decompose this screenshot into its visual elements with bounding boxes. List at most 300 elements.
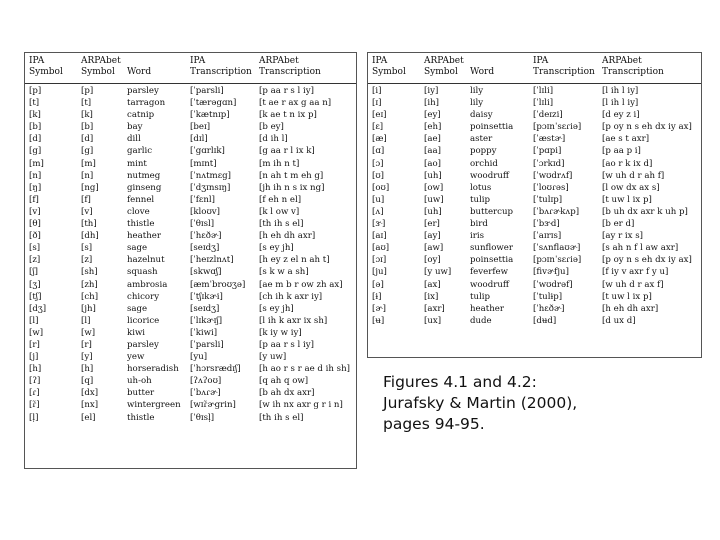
table-row [25, 279, 356, 291]
table-row [25, 387, 356, 399]
vowel-cell-arpabet-transcription: [t uw l ix p] [602, 291, 652, 302]
vowel-cell-arpabet-transcription: [d ux d] [602, 315, 636, 326]
consonant-cell-ipa-transcription: [ˈgɑrlɪk] [190, 146, 225, 157]
consonant-cell-word: nutmeg [127, 170, 161, 181]
consonant-cell-ipa-transcription: [æmˈbroʊʒə] [190, 279, 246, 290]
table-row [25, 194, 356, 206]
consonant-cell-word: sage [127, 243, 148, 254]
vowel-cell-ipa-symbol: [ʌ] [372, 206, 384, 217]
consonant-cell-word: dill [127, 134, 141, 145]
consonant-cell-arpabet-transcription: [t ae r ax g aa n] [259, 98, 332, 109]
vowel-cell-ipa-symbol: [eɪ] [372, 110, 387, 121]
consonant-cell-ipa-symbol: [v] [29, 206, 41, 217]
table-row [25, 85, 356, 97]
consonant-header-line1: IPA [29, 56, 45, 66]
table-row [368, 158, 701, 170]
vowel-cell-word: poppy [470, 146, 497, 157]
table-row [25, 145, 356, 157]
consonant-cell-arpabet-symbol: [dh] [81, 231, 99, 242]
consonant-header-line1: IPA [190, 56, 206, 66]
consonant-cell-arpabet-symbol: [zh] [81, 279, 98, 290]
consonant-header-ipa-transcription [190, 56, 252, 78]
consonant-cell-word: garlic [127, 146, 153, 157]
consonant-header-line1: ARPAbet [81, 56, 121, 66]
vowel-header-ipa-transcription [533, 56, 595, 78]
vowel-cell-arpabet-transcription: [t uw l ix p] [602, 194, 652, 205]
vowel-cell-ipa-symbol: [ɔ] [372, 158, 384, 169]
table-row [368, 145, 701, 157]
vowel-cell-ipa-transcription: [ˈloʊɾəs] [533, 182, 569, 193]
vowel-cell-word: tulip [470, 194, 490, 205]
table-row [368, 182, 701, 194]
vowel-table [367, 52, 702, 358]
consonant-cell-ipa-transcription: [ˈparsli] [190, 86, 224, 96]
consonant-cell-word: kiwi [127, 327, 146, 338]
table-row [25, 97, 356, 109]
consonant-cell-arpabet-symbol: [z] [81, 255, 93, 266]
vowel-cell-arpabet-transcription: [s ah n f l aw axr] [602, 243, 679, 254]
table-row [368, 242, 701, 254]
table-row [368, 254, 701, 266]
table-row [25, 254, 356, 266]
consonant-cell-word: squash [127, 267, 158, 278]
table-row [25, 315, 356, 327]
consonant-cell-arpabet-transcription: [h ao r s r ae d ih sh] [259, 364, 350, 375]
vowel-cell-arpabet-symbol: [ay] [424, 231, 441, 242]
consonant-cell-word: chicory [127, 291, 160, 302]
vowel-cell-ipa-transcription: [fivɚfju] [533, 267, 569, 278]
vowel-cell-word: lily [470, 98, 484, 109]
vowel-cell-arpabet-symbol: [ih] [424, 98, 439, 109]
consonant-cell-arpabet-transcription: [y uw] [259, 352, 287, 363]
consonant-cell-arpabet-symbol: [jh] [81, 303, 96, 314]
consonant-header-line1 [127, 56, 151, 67]
consonant-cell-ipa-symbol: [b] [29, 122, 42, 133]
table-row [25, 242, 356, 254]
consonant-cell-arpabet-transcription: [l ih k axr ix sh] [259, 315, 328, 326]
vowel-cell-arpabet-symbol: [ae] [424, 134, 441, 145]
vowel-header-line2: Symbol [372, 67, 406, 77]
vowel-cell-word: daisy [470, 110, 493, 121]
consonant-cell-arpabet-symbol: [r] [81, 339, 92, 350]
caption-line-3: pages 94-95. [383, 415, 485, 433]
vowel-cell-ipa-symbol: [ɑ] [372, 146, 385, 157]
vowel-cell-arpabet-symbol: [aw] [424, 243, 444, 254]
vowel-cell-word: heather [470, 303, 504, 314]
vowel-cell-arpabet-symbol: [ax] [424, 279, 441, 290]
vowel-cell-ipa-symbol: [æ] [372, 134, 387, 145]
vowel-cell-ipa-symbol: [ju] [372, 267, 387, 278]
consonant-cell-ipa-symbol: [ŋ] [29, 182, 42, 193]
vowel-cell-word: lotus [470, 182, 492, 193]
vowel-cell-ipa-transcription: [ˈtulɪp] [533, 194, 563, 205]
table-row [368, 279, 701, 291]
table-row [368, 266, 701, 278]
consonant-cell-word: horseradish [127, 364, 179, 375]
consonant-cell-ipa-symbol: [tʃ] [29, 291, 42, 302]
consonant-cell-word: hazelnut [127, 255, 165, 266]
table-row [25, 109, 356, 121]
consonant-cell-ipa-symbol: [t] [29, 98, 40, 109]
consonant-cell-word: butter [127, 388, 155, 399]
vowel-cell-word: aster [470, 134, 493, 145]
vowel-cell-arpabet-symbol: [ao] [424, 158, 442, 169]
consonant-cell-ipa-symbol: [j] [29, 352, 39, 363]
vowel-cell-arpabet-symbol: [er] [424, 219, 440, 230]
consonant-cell-ipa-transcription: [ˈnʌtmɛg] [190, 170, 232, 181]
consonant-cell-arpabet-transcription: [h eh dh axr] [259, 231, 316, 242]
consonant-cell-word: ambrosia [127, 279, 168, 290]
vowel-cell-ipa-transcription: [pɔɪnˈsɛɾiə] [533, 122, 582, 133]
vowel-cell-arpabet-symbol: [uh] [424, 206, 442, 217]
vowel-cell-ipa-transcription: [ˈwʊdrəf] [533, 279, 573, 290]
vowel-cell-ipa-symbol: [ɛ] [372, 122, 384, 133]
vowel-cell-ipa-transcription: [dʉd] [533, 315, 557, 326]
vowel-cell-word: buttercup [470, 206, 513, 217]
consonant-cell-arpabet-symbol: [n] [81, 170, 94, 181]
table-row [368, 121, 701, 133]
table-row [368, 315, 701, 327]
vowel-cell-arpabet-transcription: [w uh d r ax f] [602, 279, 664, 290]
table-row [25, 351, 356, 363]
table-row [368, 170, 701, 182]
table-row [368, 109, 701, 121]
consonant-cell-word: parsley [127, 86, 159, 96]
consonant-header-line2: Transcription [259, 67, 321, 77]
vowel-header-line1: IPA [533, 56, 549, 66]
vowel-cell-arpabet-transcription: [d ey z i] [602, 110, 640, 121]
vowel-table-header [368, 53, 701, 84]
consonant-cell-arpabet-transcription: [d ih l] [259, 134, 288, 145]
consonant-header-ipa-symbol [29, 56, 63, 78]
consonant-cell-ipa-symbol: [dʒ] [29, 303, 47, 314]
table-row [25, 218, 356, 230]
consonant-cell-ipa-transcription: [seɪdʒ] [190, 303, 220, 314]
vowel-cell-arpabet-transcription: [p oy n s eh dx iy ax] [602, 122, 692, 133]
caption-line-1: Figures 4.1 and 4.2: [383, 373, 537, 391]
consonant-cell-word: thistle [127, 412, 155, 423]
consonant-cell-arpabet-symbol: [l] [81, 315, 91, 326]
vowel-cell-arpabet-transcription: [ao r k ix d] [602, 158, 653, 169]
vowel-cell-ipa-symbol: [ɝ] [372, 219, 386, 230]
consonant-cell-ipa-symbol: [k] [29, 110, 41, 121]
consonant-cell-arpabet-symbol: [w] [81, 327, 96, 338]
vowel-cell-ipa-symbol: [ɪ] [372, 98, 382, 109]
consonant-cell-word: ginseng [127, 182, 162, 193]
consonant-cell-ipa-symbol: [l̩] [29, 412, 39, 423]
table-row [25, 133, 356, 145]
vowel-cell-ipa-transcription: [ˈsʌnflaʊɚ] [533, 243, 581, 254]
vowel-header-line2: Transcription [533, 67, 595, 77]
vowel-cell-ipa-symbol: [i] [372, 86, 382, 96]
consonant-cell-arpabet-symbol: [ch] [81, 291, 99, 302]
consonant-cell-word: thistle [127, 219, 155, 230]
table-row [25, 121, 356, 133]
vowel-cell-word: sunflower [470, 243, 513, 254]
consonant-cell-ipa-transcription: [ˈbʌɾɚ] [190, 388, 221, 399]
consonant-cell-ipa-transcription: [ʔʌʔoʊ] [190, 376, 222, 387]
consonant-header-line2: Transcription [190, 67, 252, 77]
vowel-cell-arpabet-symbol: [eh] [424, 122, 442, 133]
vowel-header-ipa-symbol [372, 56, 406, 78]
vowel-cell-ipa-transcription: [ˈlɪli] [533, 86, 554, 96]
vowel-header-line1: ARPAbet [424, 56, 464, 66]
consonant-cell-arpabet-transcription: [h ey z el n ah t] [259, 255, 330, 266]
consonant-header-line2: Word [127, 67, 152, 77]
table-row [25, 206, 356, 218]
table-row [368, 206, 701, 218]
consonant-cell-arpabet-transcription: [q ah q ow] [259, 376, 309, 387]
table-row [368, 194, 701, 206]
consonant-cell-ipa-transcription: [ˈhɔrsrædɪʃ] [190, 364, 241, 375]
consonant-cell-ipa-symbol: [f] [29, 194, 39, 205]
consonant-cell-ipa-symbol: [ɾ̃] [29, 400, 40, 411]
consonant-cell-word: wintergreen [127, 400, 181, 411]
figure-caption [383, 372, 577, 435]
consonant-cell-ipa-symbol: [z] [29, 255, 41, 266]
table-row [368, 97, 701, 109]
vowel-cell-arpabet-transcription: [b uh dx axr k uh p] [602, 206, 688, 217]
consonant-cell-ipa-transcription: [dɪl] [190, 134, 208, 145]
consonant-cell-arpabet-symbol: [ng] [81, 182, 99, 193]
vowel-cell-arpabet-symbol: [y uw] [424, 267, 452, 278]
vowel-cell-arpabet-symbol: [oy] [424, 255, 441, 266]
consonant-cell-ipa-symbol: [ʃ] [29, 267, 39, 278]
table-row [368, 303, 701, 315]
vowel-cell-word: iris [470, 231, 485, 242]
vowel-cell-arpabet-transcription: [ae s t axr] [602, 134, 650, 145]
consonant-cell-ipa-transcription: [ˈlɪkɚɪʃ] [190, 315, 223, 326]
vowel-cell-arpabet-transcription: [p oy n s eh dx iy ax] [602, 255, 692, 266]
vowel-cell-arpabet-transcription: [p aa p i] [602, 146, 641, 157]
vowel-cell-ipa-symbol: [u] [372, 194, 385, 205]
consonant-cell-arpabet-symbol: [y] [81, 352, 93, 363]
vowel-cell-word: orchid [470, 158, 498, 169]
vowel-header-line1: IPA [372, 56, 388, 66]
consonant-cell-arpabet-transcription: [k l ow v] [259, 206, 300, 217]
consonant-cell-ipa-symbol: [h] [29, 364, 42, 375]
consonant-cell-word: licorice [127, 315, 160, 326]
consonant-cell-ipa-transcription: [beɪ] [190, 122, 211, 133]
vowel-header-line2: Word [470, 67, 495, 77]
consonant-table-header [25, 53, 356, 84]
vowel-cell-arpabet-symbol: [uh] [424, 170, 442, 181]
consonant-cell-arpabet-symbol: [v] [81, 206, 93, 217]
consonant-cell-arpabet-symbol: [h] [81, 364, 94, 375]
consonant-cell-arpabet-transcription: [jh ih n s ix ng] [259, 182, 325, 193]
consonant-cell-arpabet-transcription: [s ey jh] [259, 303, 294, 314]
vowel-cell-arpabet-symbol: [ow] [424, 182, 444, 193]
consonant-table-body [25, 85, 356, 424]
consonant-cell-word: bay [127, 122, 143, 133]
consonant-header-word [127, 56, 151, 78]
vowel-cell-arpabet-symbol: [ix] [424, 291, 439, 302]
consonant-cell-ipa-transcription: [skwɑʃ] [190, 267, 222, 278]
vowel-header-line1: ARPAbet [602, 56, 642, 66]
table-row [25, 375, 356, 387]
consonant-cell-arpabet-symbol: [s] [81, 243, 93, 254]
vowel-cell-ipa-transcription: [ˈhɛðɚ] [533, 303, 565, 314]
consonant-cell-arpabet-transcription: [n ah t m eh g] [259, 170, 324, 181]
consonant-cell-arpabet-symbol: [f] [81, 194, 91, 205]
consonant-cell-word: sage [127, 303, 148, 314]
consonant-cell-ipa-symbol: [w] [29, 327, 44, 338]
consonant-cell-ipa-transcription: [ˈfɛnl] [190, 194, 215, 205]
consonant-cell-ipa-transcription: [ˈhɛðɚ] [190, 231, 222, 242]
vowel-cell-ipa-symbol: [ɨ] [372, 291, 382, 302]
consonant-table [24, 52, 357, 469]
consonant-cell-ipa-transcription: [ˈtʃɪkɚi] [190, 291, 223, 302]
consonant-cell-word: uh-oh [127, 376, 152, 387]
consonant-cell-ipa-transcription: [ˈparsli] [190, 339, 224, 350]
consonant-cell-word: tarragon [127, 98, 166, 109]
consonant-cell-arpabet-symbol: [nx] [81, 400, 99, 411]
consonant-cell-arpabet-transcription: [m ih n t] [259, 158, 300, 169]
consonant-cell-ipa-symbol: [l] [29, 315, 39, 326]
vowel-header-line1 [470, 56, 494, 67]
consonant-cell-word: clove [127, 206, 150, 217]
consonant-cell-arpabet-symbol: [b] [81, 122, 94, 133]
table-row [368, 218, 701, 230]
consonant-cell-arpabet-transcription: [s ey jh] [259, 243, 294, 254]
table-row [25, 158, 356, 170]
vowel-cell-ipa-transcription: [ˈlɪli] [533, 98, 554, 109]
consonant-cell-ipa-transcription: [ˈθɪsl] [190, 219, 215, 230]
caption-line-2: Jurafsky & Martin (2000), [383, 394, 578, 412]
vowel-table-body [368, 85, 701, 327]
vowel-cell-ipa-transcription: [ˈtulɨp] [533, 291, 563, 302]
consonant-cell-arpabet-transcription: [th ih s el] [259, 219, 304, 230]
consonant-cell-arpabet-transcription: [w ih nx axr g r i n] [259, 400, 343, 411]
consonant-header-arpabet-transcription [259, 56, 321, 78]
consonant-cell-word: parsley [127, 339, 159, 350]
consonant-cell-ipa-symbol: [d] [29, 134, 42, 145]
consonant-cell-arpabet-transcription: [f eh n el] [259, 194, 302, 205]
vowel-cell-arpabet-transcription: [f iy v axr f y u] [602, 267, 669, 278]
vowel-cell-ipa-symbol: [ɔɪ] [372, 255, 387, 266]
vowel-cell-ipa-transcription: [ˈbɝd] [533, 219, 560, 230]
table-row [368, 291, 701, 303]
consonant-cell-ipa-symbol: [n] [29, 170, 42, 181]
consonant-cell-arpabet-transcription: [k iy w iy] [259, 327, 302, 338]
consonant-cell-word: catnip [127, 110, 155, 121]
consonant-cell-ipa-symbol: [r] [29, 339, 40, 350]
vowel-cell-arpabet-transcription: [l ih l iy] [602, 86, 639, 96]
consonant-cell-arpabet-transcription: [p aa r s l iy] [259, 86, 314, 96]
vowel-header-line2: Symbol [424, 67, 458, 77]
consonant-cell-arpabet-symbol: [g] [81, 146, 94, 157]
consonant-cell-ipa-symbol: [s] [29, 243, 41, 254]
consonant-cell-arpabet-symbol: [el] [81, 412, 96, 423]
vowel-cell-word: feverfew [470, 267, 508, 278]
consonant-cell-arpabet-symbol: [k] [81, 110, 93, 121]
table-row [25, 399, 356, 411]
table-row [25, 170, 356, 182]
vowel-cell-word: dude [470, 315, 492, 326]
consonant-cell-arpabet-transcription: [th ih s el] [259, 412, 304, 423]
consonant-cell-ipa-transcription: [mɪnt] [190, 158, 217, 169]
table-row [25, 303, 356, 315]
vowel-header-arpabet-transcription [602, 56, 664, 78]
consonant-cell-ipa-symbol: [θ] [29, 219, 41, 230]
vowel-cell-ipa-transcription: [ˈɔrkɪd] [533, 158, 565, 169]
vowel-cell-ipa-transcription: [ˈpɑpi] [533, 146, 562, 157]
consonant-cell-arpabet-transcription: [p aa r s l iy] [259, 339, 314, 350]
consonant-cell-ipa-symbol: [p] [29, 86, 42, 96]
table-row [25, 363, 356, 375]
table-row [368, 230, 701, 242]
vowel-header-line2: Transcription [602, 67, 664, 77]
vowel-cell-word: woodruff [470, 279, 509, 290]
consonant-cell-ipa-transcription: [seɪdʒ] [190, 243, 220, 254]
vowel-header-word [470, 56, 494, 78]
consonant-cell-ipa-symbol: [ʔ] [29, 376, 41, 387]
consonant-cell-arpabet-transcription: [s k w a sh] [259, 267, 309, 278]
table-row [25, 327, 356, 339]
vowel-cell-arpabet-transcription: [l ih l iy] [602, 98, 639, 109]
table-row [25, 291, 356, 303]
consonant-cell-ipa-symbol: [m] [29, 158, 44, 169]
consonant-cell-ipa-transcription: [kloʊv] [190, 206, 221, 217]
consonant-cell-arpabet-transcription: [ae m b r ow zh ax] [259, 279, 343, 290]
consonant-cell-ipa-transcription: [ˈheɪzlnʌt] [190, 255, 234, 266]
vowel-cell-arpabet-transcription: [l ow dx ax s] [602, 182, 660, 193]
consonant-cell-word: yew [127, 352, 145, 363]
vowel-cell-arpabet-symbol: [ux] [424, 315, 442, 326]
vowel-cell-arpabet-symbol: [ey] [424, 110, 441, 121]
vowel-cell-ipa-transcription: [ˈwʊdrʌf] [533, 170, 573, 181]
vowel-cell-word: poinsettia [470, 122, 514, 133]
table-row [25, 266, 356, 278]
vowel-cell-ipa-transcription: [ˈæstɚ] [533, 134, 566, 145]
consonant-cell-ipa-transcription: [ˈdʒɪnsɪŋ] [190, 182, 231, 193]
consonant-cell-arpabet-symbol: [sh] [81, 267, 98, 278]
vowel-cell-ipa-symbol: [aɪ] [372, 231, 387, 242]
vowel-cell-word: poinsettia [470, 255, 514, 266]
table-row [25, 182, 356, 194]
consonant-cell-arpabet-transcription: [ch ih k axr iy] [259, 291, 323, 302]
consonant-cell-arpabet-transcription: [g aa r l ix k] [259, 146, 315, 157]
vowel-cell-word: woodruff [470, 170, 509, 181]
vowel-cell-ipa-symbol: [ɚ] [372, 303, 386, 314]
vowel-cell-ipa-transcription: [ˈbʌɾɚkʌp] [533, 206, 580, 217]
consonant-cell-ipa-symbol: [ɾ] [29, 388, 40, 399]
vowel-cell-word: bird [470, 219, 488, 230]
consonant-cell-word: mint [127, 158, 147, 169]
consonant-cell-arpabet-symbol: [th] [81, 219, 97, 230]
consonant-cell-ipa-transcription: [yu] [190, 352, 208, 363]
consonant-cell-ipa-transcription: [ˈtærəgɑn] [190, 98, 237, 109]
consonant-cell-arpabet-symbol: [m] [81, 158, 96, 169]
vowel-cell-ipa-symbol: [ʉ] [372, 315, 385, 326]
consonant-header-line2: Symbol [81, 67, 115, 77]
consonant-cell-arpabet-symbol: [dx] [81, 388, 99, 399]
consonant-cell-ipa-transcription: [ˈθɪsl̩] [190, 412, 215, 423]
consonant-cell-word: heather [127, 231, 161, 242]
vowel-header-arpabet-symbol [424, 56, 464, 78]
vowel-cell-ipa-symbol: [aʊ] [372, 243, 390, 254]
vowel-cell-arpabet-transcription: [ay r ix s] [602, 231, 643, 242]
vowel-cell-ipa-transcription: [ˈdeɪzi] [533, 110, 563, 121]
vowel-cell-word: lily [470, 86, 484, 96]
consonant-cell-word: fennel [127, 194, 155, 205]
consonant-cell-arpabet-symbol: [t] [81, 98, 92, 109]
consonant-header-arpabet-symbol [81, 56, 121, 78]
consonant-cell-ipa-symbol: [ð] [29, 231, 41, 242]
consonant-cell-ipa-symbol: [g] [29, 146, 42, 157]
consonant-cell-ipa-transcription: [ˈkiwi] [190, 327, 218, 338]
table-row [25, 412, 356, 424]
